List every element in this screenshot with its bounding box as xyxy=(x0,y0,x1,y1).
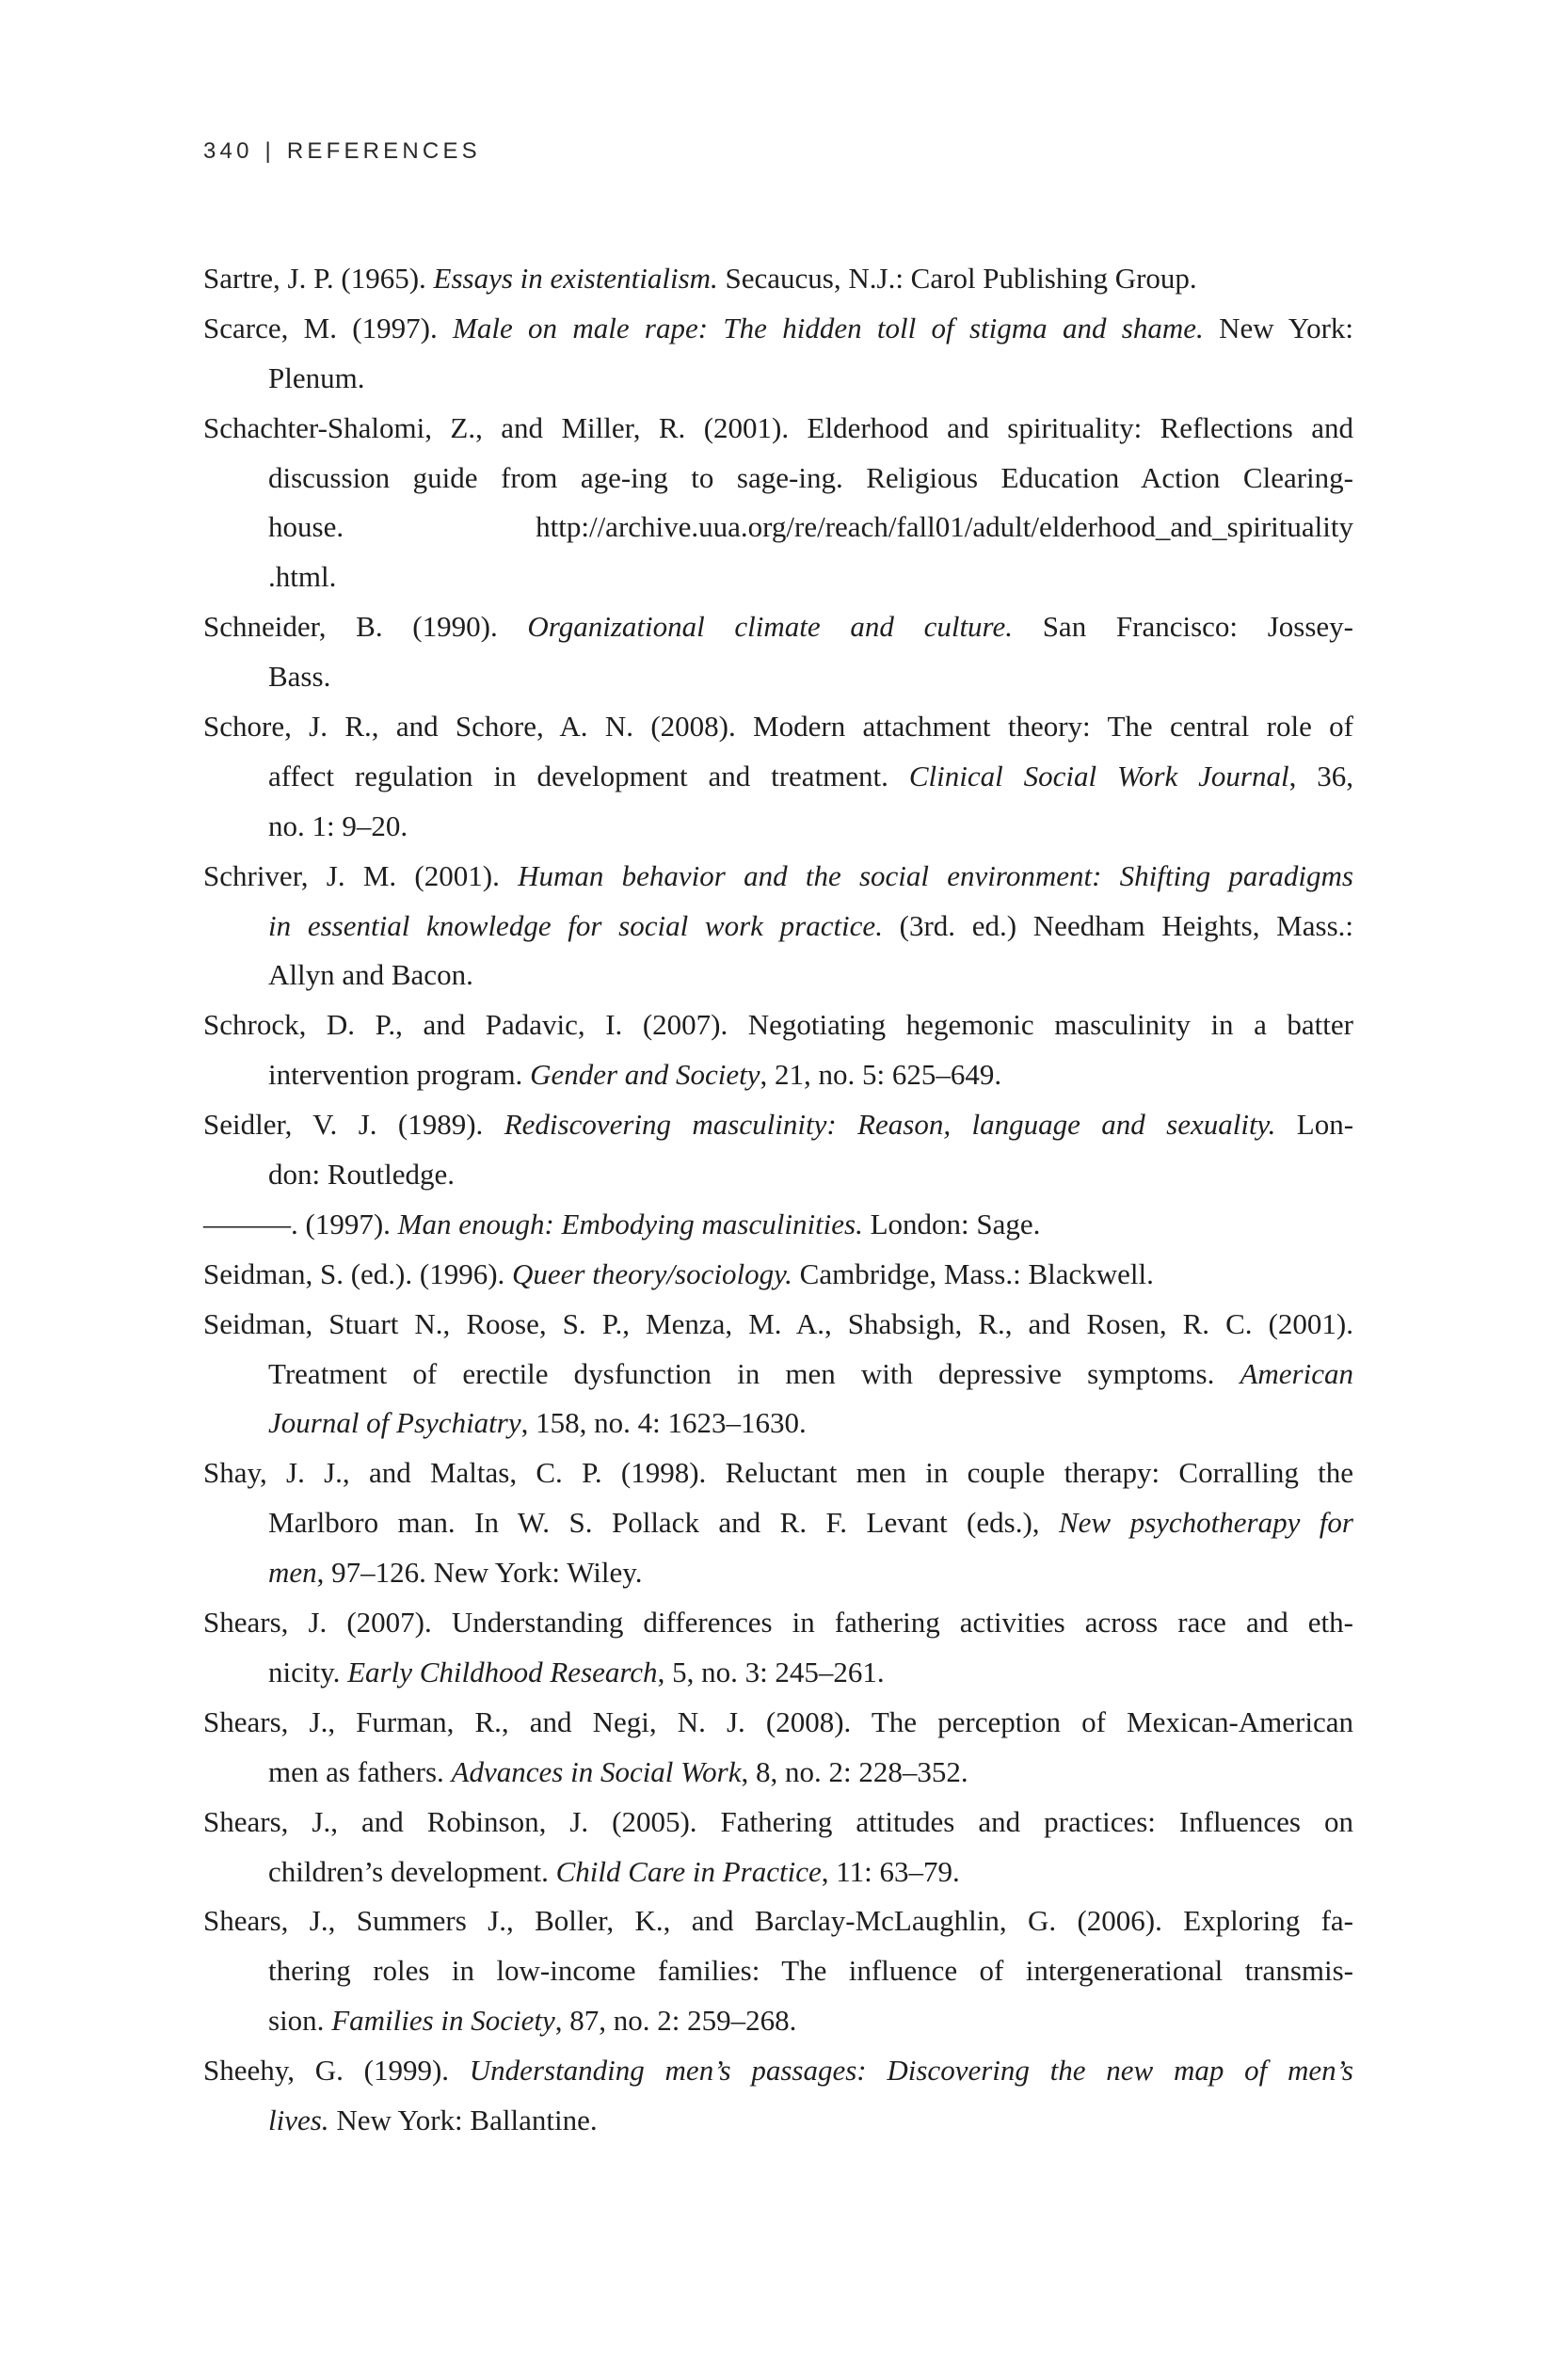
reference-text: intervention program. xyxy=(268,1058,531,1092)
page-number: 340 xyxy=(203,138,253,164)
reference-line xyxy=(203,304,1353,354)
reference-line xyxy=(203,1498,1353,1548)
reference-text: Schachter-Shalomi, Z., and Miller, R. (2001). Elderhood and spirituality: Reflections and xyxy=(203,410,1353,444)
reference-entry xyxy=(203,254,1353,304)
reference-line xyxy=(203,354,1353,404)
reference-line xyxy=(203,1598,1353,1648)
italic-title: Clinical Social Work Journal xyxy=(908,759,1289,792)
reference-text: Schneider, B. (1990). xyxy=(203,610,528,644)
reference-entry xyxy=(203,1896,1353,2046)
reference-text: don: Routledge. xyxy=(268,1158,456,1192)
reference-text: nicity. xyxy=(268,1655,348,1688)
reference-line xyxy=(203,951,1353,1000)
reference-text: Marlboro man. In W. S. Pollack and R. F. Levant (eds.), xyxy=(268,1506,1059,1540)
reference-entry xyxy=(203,1300,1353,1449)
reference-entry xyxy=(203,1798,1353,1897)
reference-entry xyxy=(203,1448,1353,1598)
reference-line xyxy=(203,1848,1353,1897)
reference-line xyxy=(203,1798,1353,1848)
reference-text: no. 1: 9–20. xyxy=(268,808,408,842)
reference-line xyxy=(203,752,1353,802)
reference-text: .html. xyxy=(268,560,337,594)
reference-text: (3rd. ed.) Needham Heights, Mass.: xyxy=(882,908,1353,942)
reference-line xyxy=(203,404,1353,454)
reference-text: sion. xyxy=(268,2004,332,2038)
reference-text: , 36, xyxy=(1288,759,1354,792)
reference-text: Seidler, V. J. (1989). xyxy=(203,1108,504,1142)
reference-text: Plenum. xyxy=(268,360,365,394)
reference-line xyxy=(203,2096,1353,2146)
reference-line xyxy=(203,1000,1353,1050)
reference-line xyxy=(203,1448,1353,1498)
reference-entry xyxy=(203,602,1353,702)
reference-text: Cambridge, Mass.: Blackwell. xyxy=(792,1256,1154,1290)
reference-text: Seidman, Stuart N., Roose, S. P., Menza, M. A., Shabsigh, R., and Rosen, R. C. (2001). xyxy=(203,1306,1353,1340)
reference-text: Shay, J. J., and Maltas, C. P. (1998). Reluctant men in couple therapy: Corralling the xyxy=(203,1456,1353,1490)
reference-line xyxy=(203,1200,1353,1250)
reference-text: , 5, no. 3: 245–261. xyxy=(657,1655,885,1688)
italic-title: Human behavior and the social environment: Shifting paradigms xyxy=(518,858,1353,892)
reference-text: Scarce, M. (1997). xyxy=(203,311,454,344)
reference-text: Shears, J., Furman, R., and Negi, N. J. (2008). The perception of Mexican-American xyxy=(203,1704,1353,1738)
reference-entry xyxy=(203,404,1353,603)
reference-line xyxy=(203,2046,1353,2096)
italic-title: Advances in Social Work xyxy=(451,1754,742,1788)
reference-line xyxy=(203,1996,1353,2046)
reference-text: Allyn and Bacon. xyxy=(268,958,473,992)
reference-line xyxy=(203,1100,1353,1150)
reference-text: children’s development. xyxy=(268,1854,556,1888)
reference-entry xyxy=(203,1200,1353,1250)
reference-entry xyxy=(203,1100,1353,1200)
reference-line xyxy=(203,1399,1353,1448)
reference-line xyxy=(203,1648,1353,1698)
reference-entry xyxy=(203,1250,1353,1300)
reference-line xyxy=(203,852,1353,902)
italic-title: lives. xyxy=(268,2103,329,2136)
reference-text: men as fathers. xyxy=(268,1754,452,1788)
italic-title: Child Care in Practice xyxy=(555,1854,822,1888)
reference-text: New York: Ballantine. xyxy=(328,2103,598,2136)
reference-line xyxy=(203,1300,1353,1350)
reference-entry xyxy=(203,702,1353,852)
reference-text: , 97–126. New York: Wiley. xyxy=(316,1556,643,1590)
reference-text: Secaucus, N.J.: Carol Publishing Group. xyxy=(717,262,1197,295)
reference-text: , 87, no. 2: 259–268. xyxy=(554,2004,797,2038)
header-separator: | xyxy=(264,138,275,164)
reference-line xyxy=(203,1548,1353,1598)
reference-line xyxy=(203,1150,1353,1200)
running-head xyxy=(203,137,481,166)
italic-title: Families in Society xyxy=(331,2004,555,2038)
reference-line xyxy=(203,454,1353,504)
reference-line xyxy=(203,1748,1353,1798)
reference-line xyxy=(203,1896,1353,1946)
reference-line xyxy=(203,702,1353,752)
reference-text: Sartre, J. P. (1965). xyxy=(203,262,434,295)
italic-title: in essential knowledge for social work practice. xyxy=(268,908,883,942)
reference-line xyxy=(203,503,1353,552)
italic-title: Understanding men’s passages: Discovering the new map of men’s xyxy=(469,2054,1353,2088)
reference-entry xyxy=(203,852,1353,1001)
italic-title: Man enough: Embodying masculinities. xyxy=(397,1207,863,1240)
reference-text: Seidman, S. (ed.). (1996). xyxy=(203,1256,513,1290)
reference-text: Schriver, J. M. (2001). xyxy=(203,858,519,892)
italic-title: Rediscovering masculinity: Reason, language and sexuality. xyxy=(504,1108,1276,1142)
italic-title: Male on male rape: The hidden toll of stigma and shame. xyxy=(453,311,1204,344)
reference-text: discussion guide from age-ing to sage-ing. Religious Education Action Clearing- xyxy=(268,460,1353,494)
reference-text: thering roles in low-income families: The influence of intergenerational transmis- xyxy=(268,1954,1353,1988)
reference-text: Lon- xyxy=(1275,1108,1354,1142)
reference-text: Sheehy, G. (1999). xyxy=(203,2054,470,2088)
reference-list xyxy=(203,254,1353,2146)
reference-text: Shears, J., and Robinson, J. (2005). Fathering attitudes and practices: Influences on xyxy=(203,1804,1353,1838)
reference-text: New York: xyxy=(1203,311,1354,344)
reference-line xyxy=(203,602,1353,652)
reference-entry xyxy=(203,1698,1353,1798)
reference-text: , 21, no. 5: 625–649. xyxy=(760,1058,1002,1092)
reference-text: Schore, J. R., and Schore, A. N. (2008). Modern attachment theory: The central role of xyxy=(203,710,1353,744)
reference-text: London: Sage. xyxy=(862,1207,1041,1240)
reference-text: San Francisco: Jossey- xyxy=(1012,610,1353,644)
reference-text: house. http://archive.uua.org/re/reach/fall01/adult/elderhood_and_spirituality xyxy=(268,510,1353,544)
reference-text: Schrock, D. P., and Padavic, I. (2007). Negotiating hegemonic masculinity in a batter xyxy=(203,1008,1353,1042)
italic-title: Queer theory/sociology. xyxy=(512,1256,792,1290)
reference-line xyxy=(203,1946,1353,1996)
reference-entry xyxy=(203,2046,1353,2146)
reference-line xyxy=(203,902,1353,952)
reference-line xyxy=(203,1050,1353,1100)
reference-text: , 8, no. 2: 228–352. xyxy=(741,1754,968,1788)
reference-line xyxy=(203,254,1353,304)
italic-title: Essays in existentialism. xyxy=(433,262,718,295)
italic-title: Early Childhood Research xyxy=(347,1655,658,1688)
reference-text: , 158, no. 4: 1623–1630. xyxy=(520,1406,807,1440)
italic-title: New psychotherapy for xyxy=(1058,1506,1353,1540)
italic-title: Gender and Society xyxy=(530,1058,760,1092)
reference-text: Shears, J. (2007). Understanding differences in fathering activities across race and eth- xyxy=(203,1606,1353,1640)
section-title: REFERENCES xyxy=(286,138,481,164)
reference-line xyxy=(203,1350,1353,1400)
reference-text: Treatment of erectile dysfunction in men with depressive symptoms. xyxy=(268,1356,1240,1390)
reference-line xyxy=(203,552,1353,602)
reference-text: ———. (1997). xyxy=(203,1207,398,1240)
reference-entry xyxy=(203,304,1353,404)
reference-line xyxy=(203,1250,1353,1300)
italic-title: American xyxy=(1240,1356,1353,1390)
reference-line xyxy=(203,652,1353,702)
reference-text: Shears, J., Summers J., Boller, K., and Barclay-McLaughlin, G. (2006). Exploring fa- xyxy=(203,1904,1353,1938)
reference-line xyxy=(203,1698,1353,1748)
reference-entry xyxy=(203,1000,1353,1100)
reference-text: Bass. xyxy=(268,660,331,694)
reference-text: affect regulation in development and treatment. xyxy=(268,759,909,792)
reference-line xyxy=(203,802,1353,852)
italic-title: Journal of Psychiatry xyxy=(268,1406,521,1440)
reference-text: , 11: 63–79. xyxy=(821,1854,960,1888)
italic-title: men xyxy=(268,1556,317,1590)
italic-title: Organizational climate and culture. xyxy=(527,610,1013,644)
reference-entry xyxy=(203,1598,1353,1698)
